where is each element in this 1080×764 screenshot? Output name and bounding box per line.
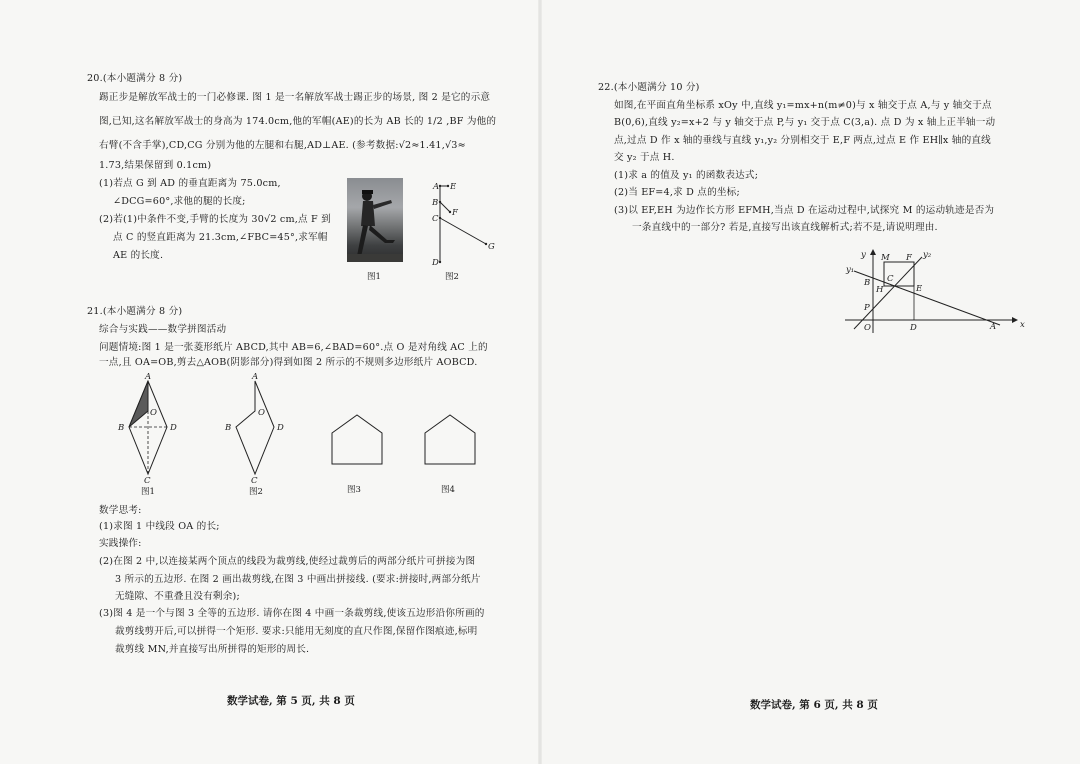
q21-line-3: 一点,且 OA=OB,剪去△AOB(阴影部分)得到如图 2 所示的不规则多边形纸片 AOBCD. (99, 357, 478, 368)
g-M: M (881, 253, 890, 263)
q20-part-2a: (2)若(1)中条件不变,手臂的长度为 30√2 cm,点 F 到 (99, 214, 331, 225)
g-P: P (864, 303, 870, 313)
q20-fig2-diagram (428, 178, 498, 268)
pt-B: B (432, 198, 439, 208)
q22-part-3a: (3)以 EF,EH 为边作长方形 EFMH,当点 D 在运动过程中,试探究 M 的运动轨迹是否为 (614, 205, 995, 216)
pt-D: D (432, 258, 439, 268)
q21-part-3a: (3)图 4 是一个与图 3 全等的五边形. 请你在图 4 中画一条裁剪线,使该五边形沿你所画的 (99, 608, 485, 619)
g-F: F (906, 253, 912, 263)
f1-pt-B: B (118, 423, 125, 433)
f1-pt-D: D (170, 423, 177, 433)
q22-part-1: (1)求 a 的值及 y₁ 的函数表达式; (614, 170, 759, 181)
page-6-footer: 数学试卷, 第 6 页, 共 8 页 (750, 699, 878, 711)
f1-pt-C: C (144, 476, 151, 486)
q21-line-2: 问题情境:图 1 是一张菱形纸片 ABCD,其中 AB=6,∠BAD=60°.点 O 是对角线 AC 上的 (99, 342, 488, 353)
q20-line-1: 踢正步是解放军战士的一门必修课. 图 1 是一名解放军战士踢正步的场景, 图 2 是它的示意 (99, 92, 491, 103)
q21-part-3c: 裁剪线 MN,并直接写出所拼得的矩形的周长. (115, 644, 310, 655)
pt-C: C (432, 214, 439, 224)
q20-part-2b: 点 C 的竖直距离为 21.3cm,∠FBC=45°,求军帽 (113, 232, 328, 243)
page-5-footer: 数学试卷, 第 5 页, 共 8 页 (227, 695, 355, 707)
q22-line-4: 交 y₂ 于点 H. (614, 152, 675, 163)
q21-fig1-label: 图1 (141, 487, 155, 497)
g-E: E (916, 284, 923, 294)
q21-part-1: (1)求图 1 中线段 OA 的长; (99, 521, 220, 532)
soldier-silhouette (347, 178, 403, 262)
q21-header: 21.(本小题满分 8 分) (87, 306, 183, 317)
g-B: B (864, 278, 871, 288)
q20-part-1b: ∠DCG=60°,求他的腿的长度; (113, 196, 246, 207)
q22-line-2: B(0,6),直线 y₂=x+2 与 y 轴交于点 P,与 y₁ 交于点 C(3,a). 点 D 为 x 轴上正半轴一动 (614, 117, 996, 128)
f2-pt-O: O (258, 408, 265, 418)
q21-part-2c: 无缝隙、不重叠且没有剩余); (115, 591, 240, 602)
pt-G: G (488, 242, 495, 252)
q20-part-2c: AE 的长度. (113, 250, 164, 261)
f2-pt-A: A (252, 372, 259, 382)
pt-E: E (450, 182, 457, 192)
q21-part-3b: 裁剪线剪开后,可以拼得一个矩形. 要求:只能用无刻度的直尺作图,保留作图痕迹,标明 (115, 626, 478, 637)
q21-fig4-label: 图4 (441, 485, 455, 495)
q21-fig4-pentagon (423, 413, 479, 469)
f1-pt-A: A (145, 372, 152, 382)
exam-page-6 (540, 0, 1080, 764)
q21-fig2-polygon (222, 372, 292, 486)
q22-coordinate-graph (840, 245, 1030, 335)
f1-pt-O: O (150, 408, 157, 418)
f2-pt-B: B (225, 423, 232, 433)
g-x: x (1020, 320, 1025, 330)
q21-fig3-pentagon (330, 413, 386, 469)
g-y1: y₁ (846, 265, 855, 275)
q21-practice: 实践操作: (99, 538, 142, 549)
q20-line-3: 右臂(不含手掌),CD,CG 分别为他的左腿和右腿,AD⊥AE. (参考数据:√2≈1.41,√3≈ (99, 140, 466, 151)
page-fold-divider (538, 0, 542, 764)
q22-part-3b: 一条直线中的一部分? 若是,直接写出该直线解析式;若不是,请说明理由. (632, 222, 938, 233)
q20-line-4: 1.73,结果保留到 0.1cm) (99, 160, 212, 171)
q21-fig1-rhombus (115, 372, 185, 486)
f2-pt-C: C (251, 476, 258, 486)
q21-line-1: 综合与实践——数学拼图活动 (99, 324, 227, 335)
q21-fig3-label: 图3 (347, 485, 361, 495)
g-H: H (876, 285, 884, 295)
soldier-photo (347, 178, 403, 262)
q20-line-2: 图,已知,这名解放军战士的身高为 174.0cm,他的军帽(AE)的长为 AB 长的 1/2 ,BF 为他的 (99, 116, 497, 127)
q20-fig1-label: 图1 (367, 272, 381, 282)
g-y: y (861, 250, 866, 260)
q20-part-1a: (1)若点 G 到 AD 的垂直距离为 75.0cm, (99, 178, 281, 189)
g-y2: y₂ (923, 250, 932, 260)
q21-part-2a: (2)在图 2 中,以连接某两个顶点的线段为裁剪线,使经过裁剪后的两部分纸片可拼接为图 (99, 556, 476, 567)
q21-part-2b: 3 所示的五边形. 在图 2 画出裁剪线,在图 3 中画出拼接线. (要求:拼接时,两部分纸片 (115, 574, 481, 585)
q20-fig2-label: 图2 (445, 272, 459, 282)
pt-A: A (433, 182, 440, 192)
q22-line-1: 如图,在平面直角坐标系 xOy 中,直线 y₁=mx+n(m≠0)与 x 轴交于点 A,与 y 轴交于点 (614, 100, 992, 111)
g-A: A (990, 322, 997, 332)
g-O: O (864, 323, 871, 333)
g-C: C (887, 274, 894, 284)
q21-fig2-label: 图2 (249, 487, 263, 497)
f2-pt-D: D (277, 423, 284, 433)
g-D: D (910, 323, 917, 333)
q22-line-3: 点,过点 D 作 x 轴的垂线与直线 y₁,y₂ 分别相交于 E,F 两点,过点 E 作 EH∥x 轴的直线 (614, 135, 991, 146)
q22-header: 22.(本小题满分 10 分) (598, 82, 700, 93)
q22-part-2: (2)当 EF=4,求 D 点的坐标; (614, 187, 740, 198)
q20-header: 20.(本小题满分 8 分) (87, 73, 183, 84)
pt-F: F (452, 208, 458, 218)
q21-think: 数学思考: (99, 505, 142, 516)
